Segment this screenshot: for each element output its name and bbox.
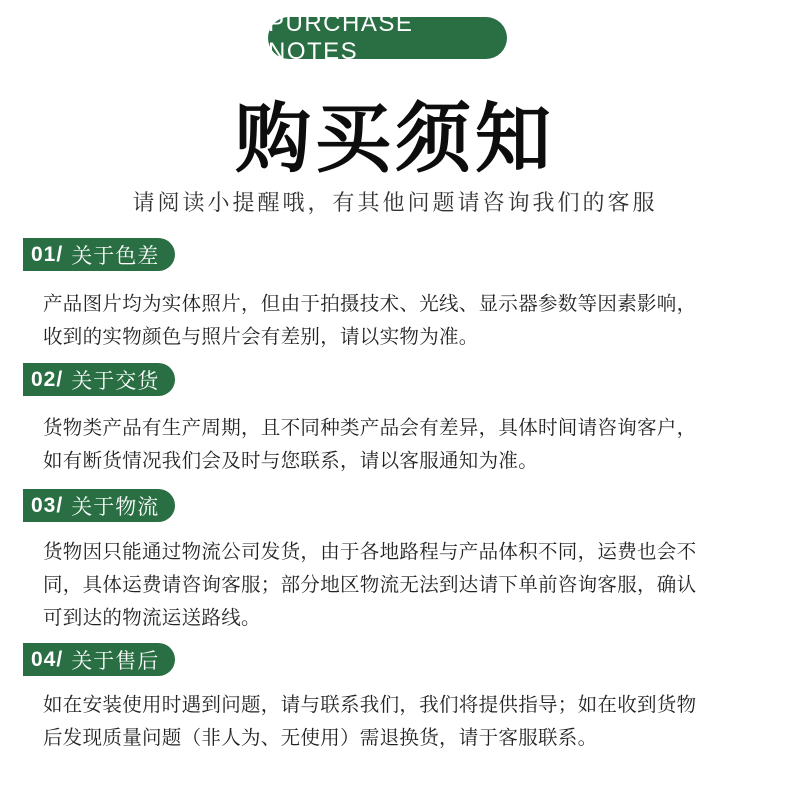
section-body-color-difference [43, 287, 768, 353]
section-text-line: 可到达的物流运送路线。 [43, 606, 261, 629]
section-text-line: 同，具体运费请咨询客服；部分地区物流无法到达请下单前咨询客服，确认 [43, 573, 697, 596]
section-number: 01/ [31, 242, 64, 266]
section-text-line: 货物类产品有生产周期，且不同种类产品会有差异，具体时间请咨询客户， [43, 416, 697, 439]
section-text-line: 如在安装使用时遇到问题，请与联系我们，我们将提供指导；如在收到货物 [43, 693, 697, 716]
section-heading-after-sales [23, 643, 175, 676]
section-text-line: 货物因只能通过物流公司发货，由于各地路程与产品体积不同，运费也会不 [43, 540, 697, 563]
section-body-logistics [43, 535, 768, 634]
section-heading-color-difference [23, 238, 175, 271]
section-text-line: 后发现质量问题（非人为、无使用）需退换货，请于客服联系。 [43, 726, 598, 749]
section-number: 02/ [31, 367, 64, 391]
section-text-line: 如有断货情况我们会及时与您联系，请以客服通知为准。 [43, 449, 539, 472]
section-heading-label: 关于物流 [71, 494, 160, 519]
section-text-line: 收到的实物颜色与照片会有差别，请以实物为准。 [43, 325, 479, 348]
section-heading-label: 关于交货 [71, 368, 160, 393]
section-heading-logistics [23, 489, 175, 522]
page-subtitle: 请阅读小提醒哦，有其他问题请咨询我们的客服 [132, 191, 658, 216]
section-number: 03/ [31, 493, 64, 517]
section-heading-delivery [23, 363, 175, 396]
section-text-line: 产品图片均为实体照片，但由于拍摄技术、光线、显示器参数等因素影响， [43, 292, 697, 315]
section-heading-label: 关于色差 [71, 243, 160, 268]
page-title: 购买须知 [235, 94, 555, 183]
section-body-delivery [43, 411, 768, 477]
purchase-notes-badge: PURCHASE NOTES [268, 17, 507, 59]
section-body-after-sales [43, 688, 768, 754]
section-heading-label: 关于售后 [71, 648, 160, 673]
section-number: 04/ [31, 647, 64, 671]
